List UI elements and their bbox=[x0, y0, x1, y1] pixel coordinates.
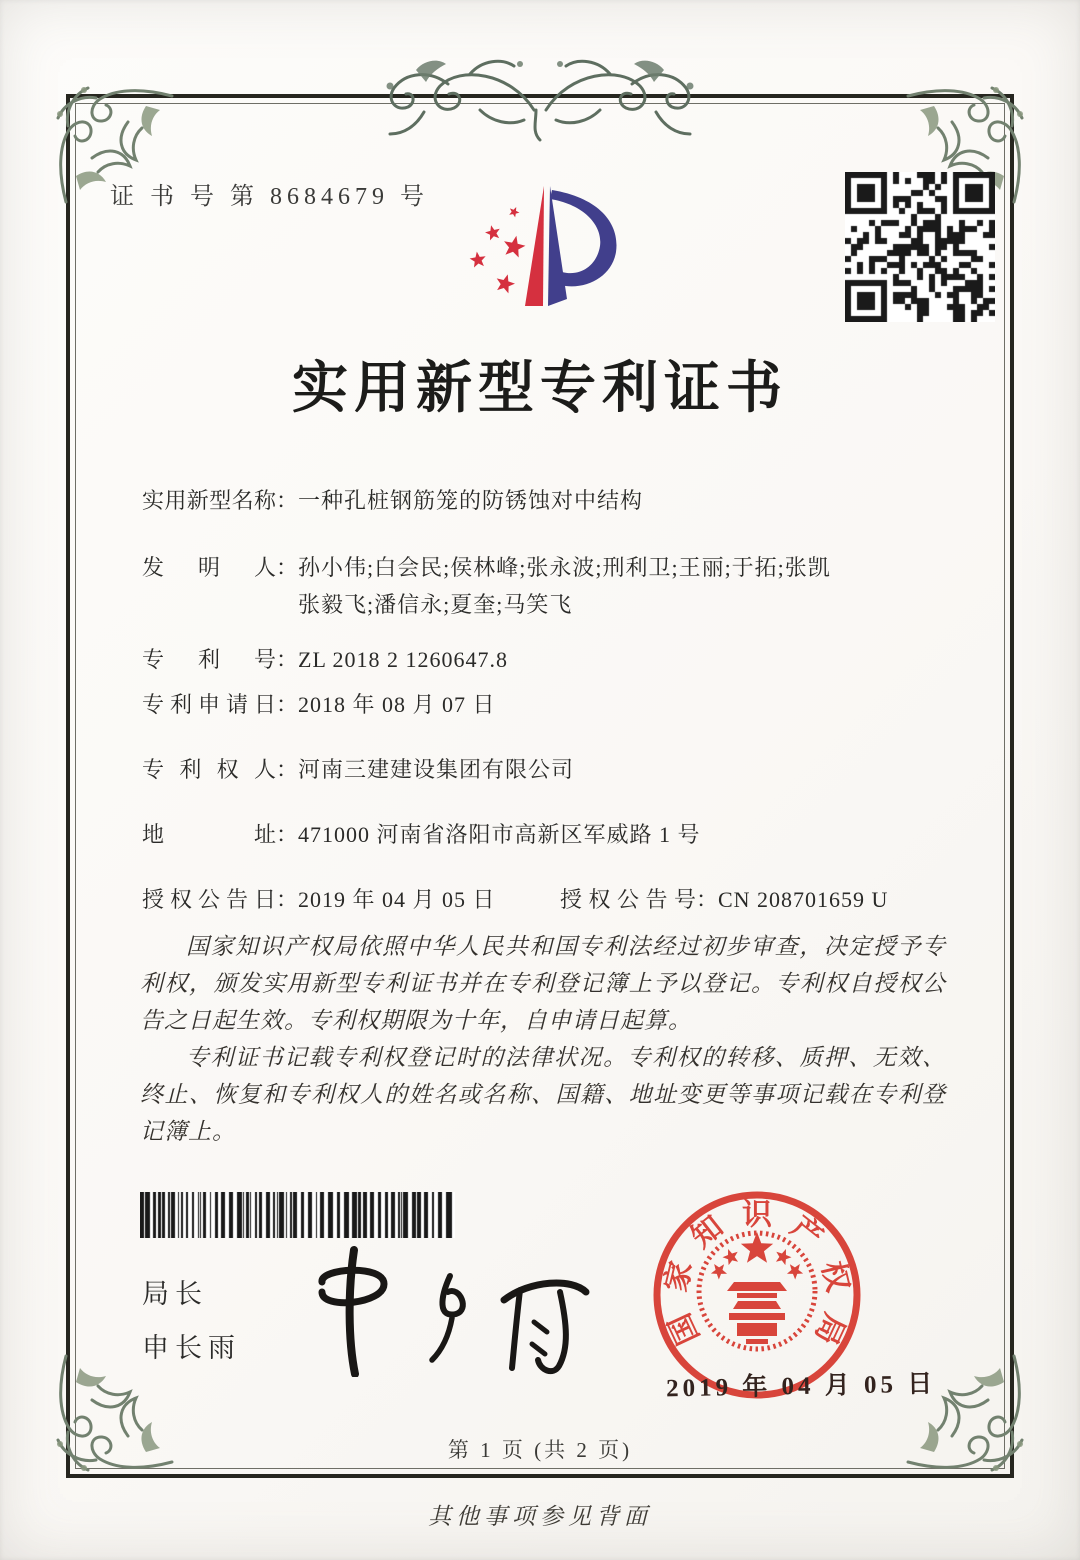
field-label: 专利号 bbox=[142, 647, 276, 672]
legal-paragraph-1: 国家知识产权局依照中华人民共和国专利法经过初步审查，决定授予专利权，颁发实用新型专利证书并在专利登记簿上予以登记。专利权自授权公告之日起生效。专利权期限为十年，自申请日起算。 bbox=[140, 934, 946, 1033]
svg-text:局: 局 bbox=[808, 1308, 851, 1350]
field-inventors: 发明人：孙小伟;白会民;侯林峰;张永波;刑利卫;王丽;于拓;张凯 bbox=[142, 551, 831, 582]
field-label: 专利权人 bbox=[142, 757, 276, 782]
field-value: 2018 年 08 月 07 日 bbox=[298, 692, 496, 717]
back-side-note: 其他事项参见背面 bbox=[428, 1504, 652, 1529]
field-utility-model-name: 实用新型名称：一种孔桩钢筋笼的防锈蚀对中结构 bbox=[142, 484, 643, 515]
cnipa-patent-logo-icon bbox=[448, 172, 663, 330]
legal-paragraph-2: 专利证书记载专利权登记时的法律状况。专利权的转移、质押、无效、终止、恢复和专利权人的姓名或名称、国籍、地址变更等事项记载在专利登记簿上。 bbox=[140, 1045, 946, 1144]
director-handwritten-signature bbox=[292, 1242, 592, 1377]
field-grant-number: 授权公告号：CN 208701659 U bbox=[560, 883, 888, 914]
qr-code bbox=[845, 172, 995, 322]
pagination: 第 1 页 (共 2 页) bbox=[447, 1438, 633, 1462]
field-value: 2019 年 04 月 05 日 bbox=[298, 887, 496, 912]
top-scroll-ornament-icon bbox=[320, 52, 760, 148]
field-label: 地址 bbox=[142, 822, 276, 847]
barcode bbox=[140, 1192, 455, 1238]
field-filing-date: 专利申请日：2018 年 08 月 07 日 bbox=[142, 688, 496, 719]
director-name-label: 申长雨 bbox=[142, 1333, 241, 1363]
svg-text:权: 权 bbox=[815, 1258, 855, 1295]
field-value: 一种孔桩钢筋笼的防锈蚀对中结构 bbox=[298, 488, 644, 513]
field-patent-number: 专利号：ZL 2018 2 1260647.8 bbox=[142, 643, 508, 674]
field-value: 孙小伟;白会民;侯林峰;张永波;刑利卫;王丽;于拓;张凯 bbox=[298, 555, 831, 580]
svg-text:产: 产 bbox=[784, 1210, 829, 1255]
field-label: 实用新型名称 bbox=[142, 488, 276, 513]
field-value: ZL 2018 2 1260647.8 bbox=[298, 647, 509, 672]
director-title-label: 局长 bbox=[142, 1279, 208, 1309]
svg-text:知: 知 bbox=[685, 1210, 730, 1255]
field-value: 河南三建建设集团有限公司 bbox=[298, 757, 575, 782]
issue-date: 2019 年 04 月 05 日 bbox=[665, 1370, 937, 1403]
field-label: 授权公告号 bbox=[560, 887, 696, 912]
svg-text:家: 家 bbox=[659, 1258, 699, 1295]
field-grant-date: 授权公告日：2019 年 04 月 05 日 bbox=[142, 883, 496, 914]
field-value: 张毅飞;潘信永;夏奎;马笑飞 bbox=[298, 592, 573, 617]
field-address: 地址：471000 河南省洛阳市高新区军威路 1 号 bbox=[142, 818, 701, 849]
field-label: 发明人 bbox=[142, 555, 276, 580]
field-label: 专利申请日 bbox=[142, 692, 276, 717]
field-inventors-line2 bbox=[298, 588, 572, 619]
field-label: 授权公告日 bbox=[142, 887, 276, 912]
svg-text:国: 国 bbox=[663, 1308, 706, 1350]
field-patentee: 专利权人：河南三建建设集团有限公司 bbox=[142, 753, 574, 784]
certificate-title: 实用新型专利证书 bbox=[292, 358, 788, 420]
certificate-number: 证 书 号 第 8684679 号 bbox=[110, 184, 429, 210]
field-value: CN 208701659 U bbox=[718, 887, 889, 912]
svg-text:识: 识 bbox=[742, 1198, 772, 1232]
field-value: 471000 河南省洛阳市高新区军威路 1 号 bbox=[298, 822, 701, 847]
legal-text-block bbox=[140, 928, 946, 1150]
